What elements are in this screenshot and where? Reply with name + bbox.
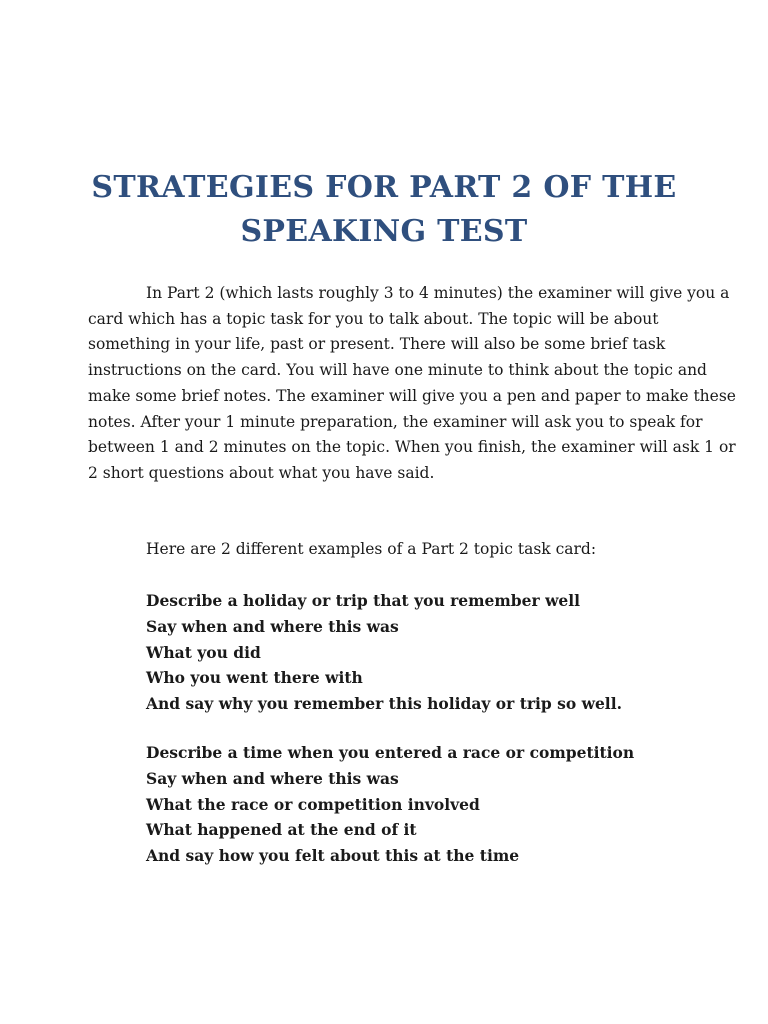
task-card-1-line: Describe a holiday or trip that you remember well — [146, 591, 581, 610]
task-card-1-line: Who you went there with — [146, 668, 363, 688]
task-card-1-line: And say why you remember this holiday or trip so well. — [146, 694, 622, 714]
task-card-1-line: What you did — [146, 642, 261, 662]
body-paragraph: In Part 2 (which lasts roughly 3 to 4 minutes) the examiner will give you a card which has a topic task for you to talk about. The topic will be about something in your life, past or present. There will also be some brief task instructions on the card. You will have one minute to think about the topic and make some brief notes. The examiner will give you a pen and paper to make these notes. After your 1 minute preparation, the examiner will ask you to speak for between 1 and 2 minutes on the topic. When you finish, the examiner will ask 1 or 2 short questions about what you have said. — [88, 284, 736, 482]
task-card-1-line: Say when and where this was — [146, 616, 399, 636]
examples-intro: Here are 2 different examples of a Part 2 topic task card: — [146, 540, 597, 558]
task-card-2-line: What the race or competition involved — [146, 794, 480, 814]
title-line-2: SPEAKING TEST — [240, 214, 528, 249]
page-title — [40, 166, 728, 254]
task-card-2-line: What happened at the end of it — [146, 820, 417, 840]
task-card-1 — [146, 588, 622, 717]
task-card-2 — [146, 740, 634, 869]
task-card-2-line: Say when and where this was — [146, 768, 399, 788]
task-card-2-line: And say how you felt about this at the time — [146, 846, 520, 866]
task-card-2-line: Describe a time when you entered a race or competition — [146, 743, 635, 762]
title-line-1: STRATEGIES FOR PART 2 OF THE — [91, 170, 677, 205]
